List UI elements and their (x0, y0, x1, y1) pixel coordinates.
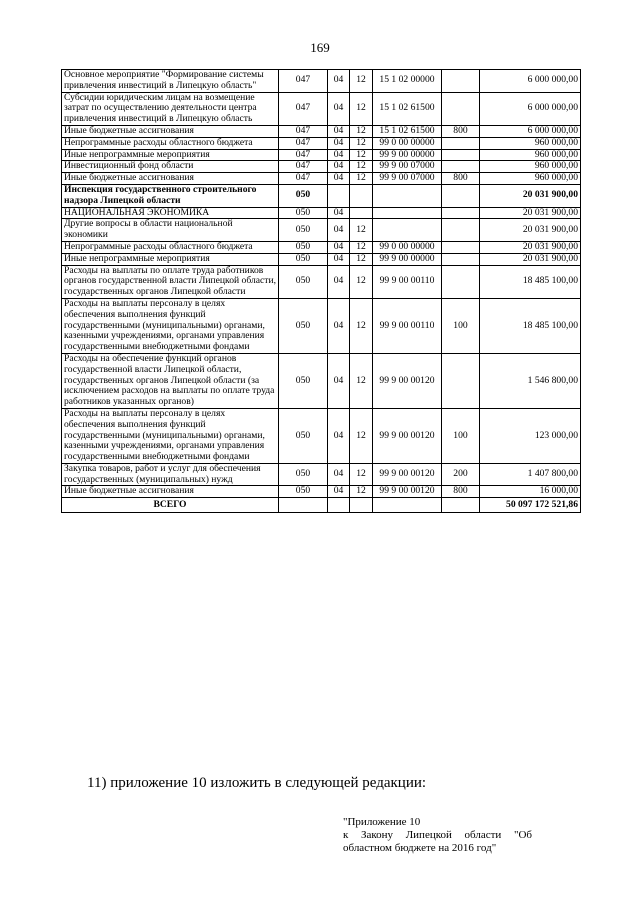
row-amount: 20 031 900,00 (480, 253, 581, 265)
row-target-code (373, 184, 442, 207)
table-row (62, 219, 581, 242)
row-name: Субсидии юридическим лицам на возмещение затрат по осуществлению деятельности центра привлечения инвестиций в Липецкую область (62, 92, 279, 125)
paragraph-11: 11) приложение 10 изложить в следующей редакции: (87, 775, 427, 791)
row-expense-type-code: 100 (442, 408, 480, 463)
total-amount: 50 097 172 521,86 (480, 498, 581, 513)
row-name: Инвестиционный фонд области (62, 161, 279, 173)
total-row (62, 498, 581, 513)
row-amount: 960 000,00 (480, 149, 581, 161)
row-expense-type-code (442, 161, 480, 173)
row-gr-code: 047 (279, 70, 328, 93)
row-gr-code: 050 (279, 353, 328, 408)
row-expense-type-code: 200 (442, 463, 480, 486)
row-subsection-code: 12 (350, 137, 373, 149)
row-name: Иные непрограммные мероприятия (62, 253, 279, 265)
row-target-code: 15 1 02 00000 (373, 70, 442, 93)
row-subsection-code: 12 (350, 149, 373, 161)
table-row (62, 408, 581, 463)
row-expense-type-code: 100 (442, 298, 480, 353)
row-amount: 960 000,00 (480, 173, 581, 185)
row-name: Расходы на выплаты по оплате труда работников органов государственной власти Липецкой области, государственных органов Липецкой области (62, 265, 279, 298)
table-row (62, 137, 581, 149)
row-amount: 20 031 900,00 (480, 241, 581, 253)
row-section-code: 04 (328, 241, 350, 253)
row-gr-code: 050 (279, 486, 328, 498)
row-target-code: 99 9 00 07000 (373, 161, 442, 173)
row-subsection-code: 12 (350, 241, 373, 253)
row-section-code: 04 (328, 353, 350, 408)
table-row (62, 241, 581, 253)
row-section-code: 04 (328, 173, 350, 185)
row-name: Иные непрограммные мероприятия (62, 149, 279, 161)
row-subsection-code: 12 (350, 92, 373, 125)
row-section-code: 04 (328, 149, 350, 161)
row-section-code: 04 (328, 298, 350, 353)
row-amount: 20 031 900,00 (480, 184, 581, 207)
row-gr-code: 050 (279, 298, 328, 353)
row-subsection-code: 12 (350, 408, 373, 463)
table-row (62, 125, 581, 137)
table-row (62, 149, 581, 161)
table-row (62, 253, 581, 265)
row-subsection-code: 12 (350, 463, 373, 486)
table-row (62, 184, 581, 207)
row-section-code: 04 (328, 207, 350, 219)
row-section-code: 04 (328, 137, 350, 149)
appendix-line-1: "Приложение 10 (343, 816, 421, 828)
table-row (62, 463, 581, 486)
row-gr-code: 050 (279, 408, 328, 463)
row-amount: 20 031 900,00 (480, 219, 581, 242)
row-target-code: 99 0 00 00000 (373, 137, 442, 149)
row-name: Иные бюджетные ассигнования (62, 173, 279, 185)
row-name: Расходы на выплаты персоналу в целях обеспечения выполнения функций государственными (муниципальными) органами, казенными учреждениями, органами управления государственными внебюджетными фондами (62, 408, 279, 463)
row-target-code (373, 207, 442, 219)
row-section-code: 04 (328, 486, 350, 498)
row-gr-code: 050 (279, 265, 328, 298)
row-target-code: 15 1 02 61500 (373, 92, 442, 125)
row-gr-code: 047 (279, 149, 328, 161)
row-subsection-code: 12 (350, 486, 373, 498)
row-target-code: 99 9 00 00120 (373, 408, 442, 463)
row-name: Иные бюджетные ассигнования (62, 125, 279, 137)
budget-table (61, 69, 581, 513)
row-expense-type-code (442, 137, 480, 149)
row-expense-type-code (442, 70, 480, 93)
row-target-code: 99 0 00 00000 (373, 241, 442, 253)
row-target-code (373, 219, 442, 242)
row-gr-code: 050 (279, 219, 328, 242)
table-row (62, 92, 581, 125)
row-subsection-code: 12 (350, 353, 373, 408)
row-section-code (328, 184, 350, 207)
row-target-code: 99 9 00 00120 (373, 353, 442, 408)
page-number: 169 (310, 40, 330, 55)
row-name: Закупка товаров, работ и услуг для обеспечения государственных (муниципальных) нужд (62, 463, 279, 486)
row-amount: 20 031 900,00 (480, 207, 581, 219)
row-name: Иные бюджетные ассигнования (62, 486, 279, 498)
row-target-code: 15 1 02 61500 (373, 125, 442, 137)
row-expense-type-code: 800 (442, 173, 480, 185)
row-expense-type-code (442, 353, 480, 408)
table-row (62, 486, 581, 498)
row-target-code: 99 9 00 00000 (373, 253, 442, 265)
row-subsection-code: 12 (350, 125, 373, 137)
table-row (62, 70, 581, 93)
row-gr-code: 050 (279, 463, 328, 486)
row-amount: 6 000 000,00 (480, 70, 581, 93)
row-subsection-code: 12 (350, 70, 373, 93)
row-section-code: 04 (328, 161, 350, 173)
row-section-code: 04 (328, 265, 350, 298)
row-gr-code: 050 (279, 253, 328, 265)
row-section-code: 04 (328, 125, 350, 137)
table-row (62, 265, 581, 298)
row-amount: 1 546 800,00 (480, 353, 581, 408)
row-gr-code: 047 (279, 137, 328, 149)
row-subsection-code (350, 184, 373, 207)
table-row (62, 173, 581, 185)
row-expense-type-code: 800 (442, 486, 480, 498)
table-body (62, 70, 581, 498)
row-section-code: 04 (328, 70, 350, 93)
row-target-code: 99 9 00 00120 (373, 486, 442, 498)
row-target-code: 99 9 00 00120 (373, 463, 442, 486)
row-subsection-code: 12 (350, 161, 373, 173)
row-expense-type-code (442, 241, 480, 253)
row-name: НАЦИОНАЛЬНАЯ ЭКОНОМИКА (62, 207, 279, 219)
row-section-code: 04 (328, 219, 350, 242)
row-expense-type-code (442, 149, 480, 161)
row-section-code: 04 (328, 92, 350, 125)
row-target-code: 99 9 00 00110 (373, 298, 442, 353)
table-row (62, 161, 581, 173)
row-amount: 18 485 100,00 (480, 265, 581, 298)
row-expense-type-code (442, 92, 480, 125)
row-expense-type-code (442, 207, 480, 219)
row-gr-code: 050 (279, 184, 328, 207)
row-amount: 960 000,00 (480, 161, 581, 173)
total-label: ВСЕГО (62, 498, 279, 513)
row-target-code: 99 9 00 00110 (373, 265, 442, 298)
row-expense-type-code (442, 184, 480, 207)
row-amount: 6 000 000,00 (480, 92, 581, 125)
row-subsection-code: 12 (350, 253, 373, 265)
table-row (62, 353, 581, 408)
appendix-caption (343, 816, 532, 855)
appendix-line-2: к Закону Липецкой области "Об (343, 829, 532, 841)
row-subsection-code: 12 (350, 173, 373, 185)
row-subsection-code: 12 (350, 265, 373, 298)
row-subsection-code: 12 (350, 298, 373, 353)
row-target-code: 99 9 00 07000 (373, 173, 442, 185)
row-expense-type-code (442, 253, 480, 265)
row-expense-type-code: 800 (442, 125, 480, 137)
row-amount: 960 000,00 (480, 137, 581, 149)
row-amount: 123 000,00 (480, 408, 581, 463)
table-row (62, 207, 581, 219)
row-amount: 6 000 000,00 (480, 125, 581, 137)
row-gr-code: 047 (279, 173, 328, 185)
row-section-code: 04 (328, 408, 350, 463)
row-subsection-code: 12 (350, 219, 373, 242)
row-gr-code: 047 (279, 161, 328, 173)
row-gr-code: 050 (279, 241, 328, 253)
row-subsection-code (350, 207, 373, 219)
row-section-code: 04 (328, 253, 350, 265)
row-name: Расходы на выплаты персоналу в целях обеспечения выполнения функций государственными (муниципальными) органами, казенными учреждениями, органами управления государственными внебюджетными фондами (62, 298, 279, 353)
row-name: Инспекция государственного строительного надзора Липецкой области (62, 184, 279, 207)
row-name: Непрограммные расходы областного бюджета (62, 241, 279, 253)
row-expense-type-code (442, 219, 480, 242)
table-row (62, 298, 581, 353)
row-expense-type-code (442, 265, 480, 298)
row-target-code: 99 9 00 00000 (373, 149, 442, 161)
row-section-code: 04 (328, 463, 350, 486)
row-name: Другие вопросы в области национальной экономики (62, 219, 279, 242)
row-amount: 1 407 800,00 (480, 463, 581, 486)
row-name: Основное мероприятие "Формирование системы привлечения инвестиций в Липецкую область" (62, 70, 279, 93)
row-name: Непрограммные расходы областного бюджета (62, 137, 279, 149)
row-gr-code: 050 (279, 207, 328, 219)
row-gr-code: 047 (279, 125, 328, 137)
row-amount: 16 000,00 (480, 486, 581, 498)
row-amount: 18 485 100,00 (480, 298, 581, 353)
appendix-line-3: областном бюджете на 2016 год" (343, 842, 497, 854)
row-name: Расходы на обеспечение функций органов государственной власти Липецкой области, государственных органов Липецкой области (за исключением расходов на выплаты по оплате труда работников указанных органов) (62, 353, 279, 408)
row-gr-code: 047 (279, 92, 328, 125)
